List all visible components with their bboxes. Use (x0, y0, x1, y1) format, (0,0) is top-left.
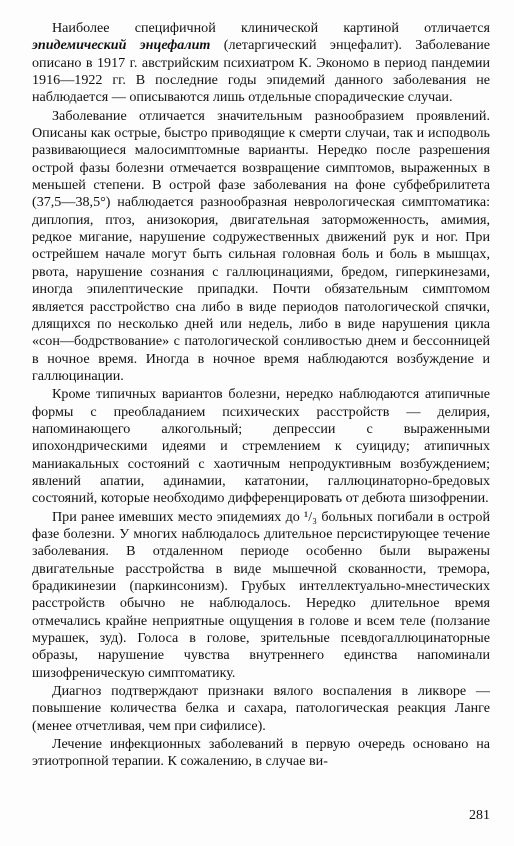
page-number: 281 (469, 808, 490, 823)
paragraph-5: Диагноз подтверждают признаки вялого воспаления в ликворе — повышение количества белка и сахара, патологическая реакция Ланге (менее отчетливая, чем при сифилисе). (32, 683, 490, 734)
term-epidemic-encephalitis: эпидемический энцефалит (32, 37, 211, 54)
paragraph-2: Заболевание отличается значительным разнообразием проявлений. Описаны как острые, быстро приводящие к смерти случаи, так и исподволь развивающиеся малосимптомные варианты. Нередко после разрешения острой фазы болезни отмечается возвращение симптомов, выраженных в меньшей степени. В острой фазе заболевания на фоне субфебрилитета (37,5—38,5°) наблюдается разнообразная неврологическая симптоматика: диплопия, птоз, анизокория, двигательная заторможенность, амимия, редкое мигание, нарушение содружественных движений рук и ног. При острейшем начале могут быть сильная головная боль и боль в мышцах, рвота, нарушение сознания с галлюцинациями, бредом, гиперкинезами, иногда эпилептические припадки. Почти обязательным симптомом является расстройство сна либо в виде периодов патологической спячки, длящихся по несколько дней или недель, либо в виде нарушения цикла «сон—бодрствование» с патологической сонливостью днем и бессонницей в ночное время. Иногда в ночное время наблюдаются возбуждение и галлюцинации. (32, 107, 490, 384)
paragraph-1 (32, 20, 490, 107)
paragraph-6: Лечение инфекционных заболеваний в первую очередь основано на этиотропной терапии. К сожалению, в случае ви- (32, 736, 490, 770)
paragraph-4: При ранее имевших место эпидемиях до ¹/₃ больных погибали в острой фазе болезни. У многих наблюдалось длительное персистирующее течение заболевания. В отдаленном периоде особенно были выражены двигательные расстройства в виде мышечной скованности, тремора, брадикинезии (паркинсонизм). Грубых интеллектуально-мнестических расстройств обычно не наблюдалось. Нередко длительное время отмечались крайне неприятные ощущения в голове и всем теле (ползание мурашек, зуд). Голоса в голове, зрительные псевдогаллюцинаторные образы, нарушение чувства внутреннего единства напоминали шизофреническую симптоматику. (32, 508, 490, 681)
paragraph-1-rest: (летаргический энцефалит). Заболевание описано в 1917 г. австрийским психиатром К. Экономо в период пандемии 1916—1922 гг. В последние годы эпидемий данного заболевания не наблюдается — описываются лишь отдельные спорадические случаи. (32, 37, 490, 106)
paragraph-3: Кроме типичных вариантов болезни, нередко наблюдаются атипичные формы с преобладанием психических расстройств — делирия, напоминающего алкогольный; депрессии с выраженными ипохондрическими идеями и стремлением к суициду; атипичных маниакальных состояний с хаотичным непродуктивным возбуждением; явлений апатии, адинамии, кататонии, галлюцинаторно-бредовых состояний, которые необходимо дифференцировать от дебюта шизофрении. (32, 386, 490, 507)
paragraph-1-intro: Наиболее специфичной клинической картиной отличается (52, 20, 490, 36)
body-text (32, 20, 490, 771)
